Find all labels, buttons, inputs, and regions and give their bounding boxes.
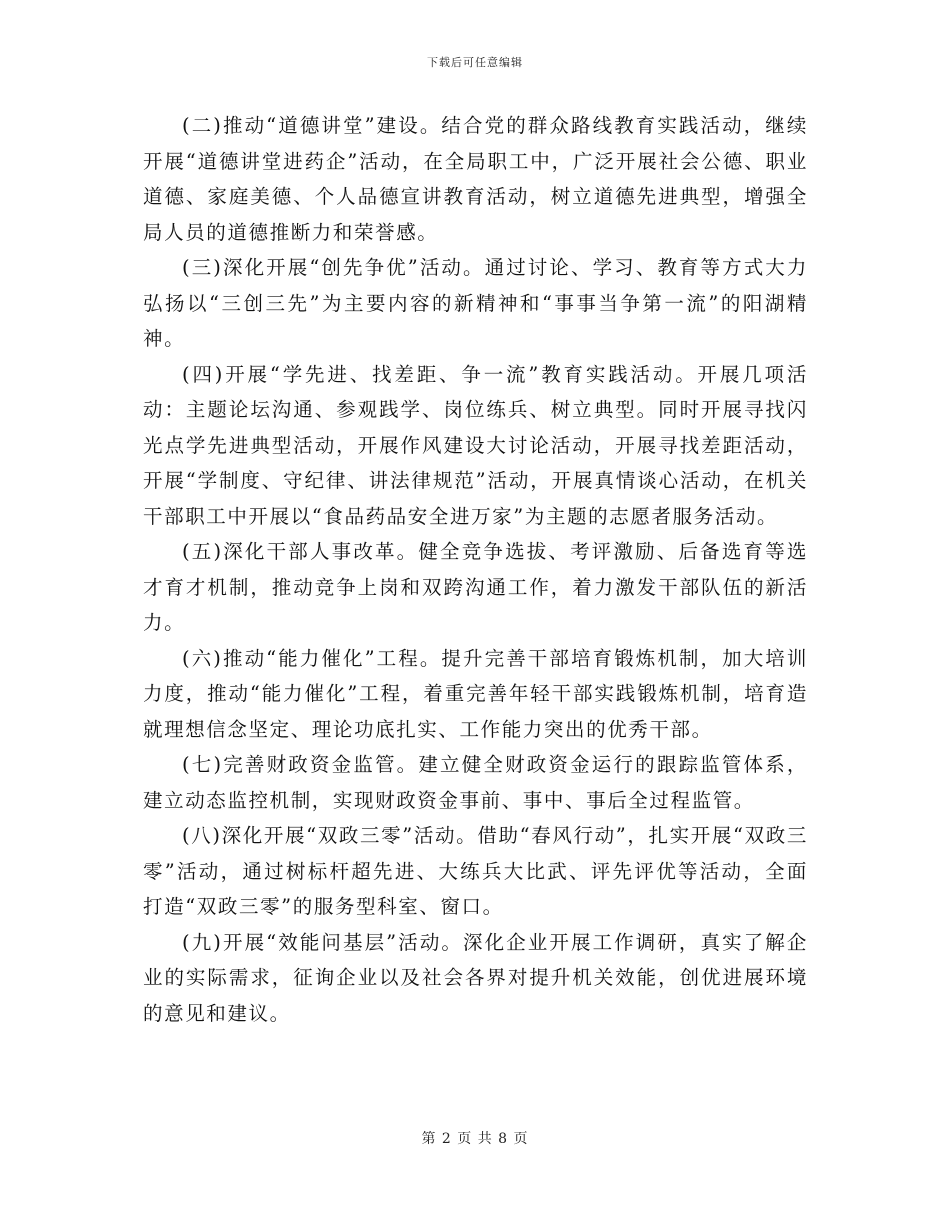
paragraph-9: (九)开展“效能问基层”活动。深化企业开展工作调研，真实了解企业的实际需求，征询企业以及社会各界对提升机关效能，创优进展环境的意见和建议。 xyxy=(143,930,808,1025)
paragraph-7: (七)完善财政资金监管。建立健全财政资金运行的跟踪监管体系，建立动态监控机制，实现财政资金事前、事中、事后全过程监管。 xyxy=(143,753,808,812)
paragraph-3: (三)深化开展“创先争优”活动。通过讨论、学习、教育等方式大力弘扬以“三创三先”为主要内容的新精神和“事事当争第一流”的阳湖精神。 xyxy=(143,256,808,350)
paragraph-4: (四)开展“学先进、找差距、争一流”教育实践活动。开展几项活动：主题论坛沟通、参观践学、岗位练兵、树立典型。同时开展寻找闪光点学先进典型活动，开展作风建设大讨论活动，开展寻找差距活动，开展“学制度、守纪律、讲法律规范”活动，开展真情谈心活动，在机关干部职工中开展以“食品药品安全进万家”为主题的志愿者服务活动。 xyxy=(143,362,808,528)
paragraph-5: (五)深化干部人事改革。健全竞争选拔、考评激励、后备选育等选才育才机制，推动竞争上岗和双跨沟通工作，着力激发干部队伍的新活力。 xyxy=(143,540,808,634)
paragraph-6: (六)推动“能力催化”工程。提升完善干部培育锻炼机制，加大培训力度，推动“能力催化”工程，着重完善年轻干部实践锻炼机制，培育造就理想信念坚定、理论功底扎实、工作能力突出的优秀干部。 xyxy=(143,646,808,741)
page-header: 下载后可任意编辑 xyxy=(427,56,523,69)
paragraph-2: (二)推动“道德讲堂”建设。结合党的群众路线教育实践活动，继续开展“道德讲堂进药企”活动，在全局职工中，广泛开展社会公德、职业道德、家庭美德、个人品德宣讲教育活动，树立道德先进典型，增强全局人员的道德推断力和荣誉感。 xyxy=(143,114,808,244)
document-body xyxy=(143,108,808,1031)
paragraph-8: (八)深化开展“双政三零”活动。借助“春风行动”，扎实开展“双政三零”活动，通过树标杆超先进、大练兵大比武、评先评优等活动，全面打造“双政三零”的服务型科室、窗口。 xyxy=(143,824,808,918)
page-footer: 第 2 页 共 8 页 xyxy=(421,1131,529,1147)
